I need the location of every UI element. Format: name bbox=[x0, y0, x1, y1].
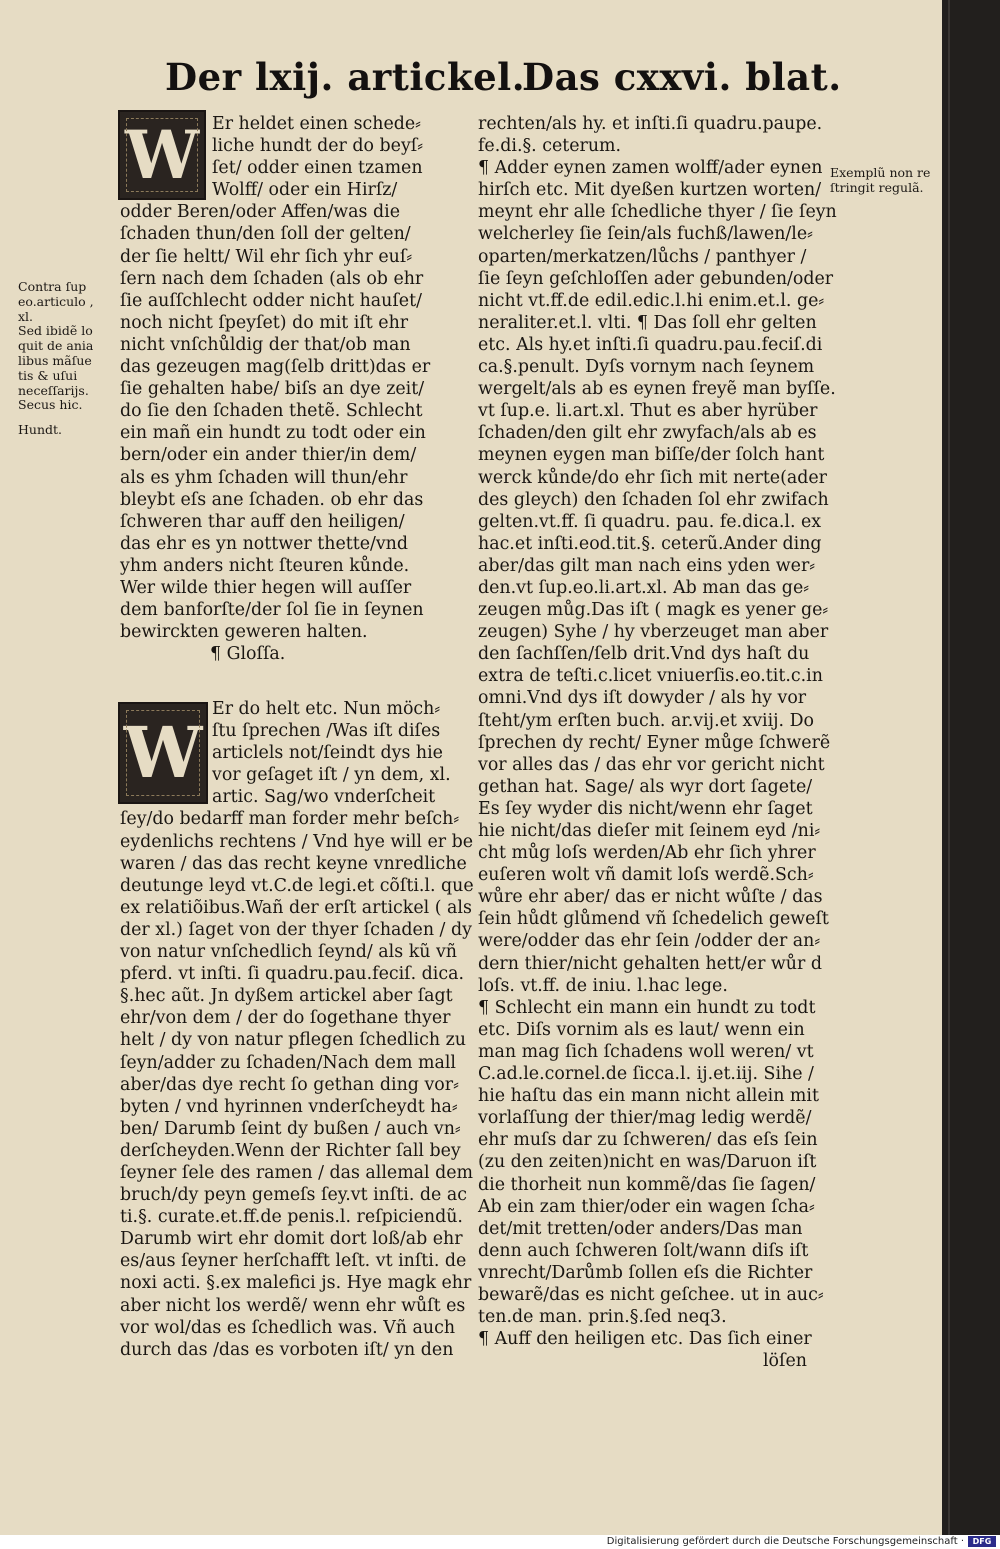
text-line: aber nicht los werdẽ/ wenn ehr wůſt es bbox=[120, 1295, 466, 1316]
text-line: bewirckten geweren halten. bbox=[120, 622, 368, 643]
text-line: ex relatiõibus.Wañ der erſt artickel ( als bbox=[120, 897, 472, 918]
text-line: man mag ſich ſchadens woll weren/ vt bbox=[478, 1041, 814, 1062]
margin-line: Contra ſup bbox=[18, 279, 87, 294]
text-line: bleybt eſs ane ſchaden. ob ehr das bbox=[120, 489, 424, 510]
text-line: bern/oder ein ander thier/in dem/ bbox=[120, 445, 417, 466]
text-line: artic. Sag/wo vnderſcheit bbox=[212, 787, 436, 808]
text-line: werck kůnde/do ehr ſich mit nerte(ader bbox=[478, 467, 827, 488]
left-column-article-text bbox=[120, 113, 465, 665]
text-line: aber/das dye recht ſo gethan ding vor⸗ bbox=[120, 1074, 459, 1095]
text-line: yhm anders nicht ſteuren kůnde. bbox=[120, 555, 410, 576]
text-line: die thorheit nun kommẽ/das ſie ſagen/ bbox=[478, 1174, 816, 1195]
text-line: etc. Als hy.et inſti.ſi quadru.pau.feciſ.di bbox=[478, 334, 823, 355]
decorated-initial-w: W bbox=[118, 110, 206, 200]
text-line: waren / das das recht keyne vnredliche bbox=[120, 853, 467, 874]
text-line: neraliter.et.l. vlti. ¶ Das ſoll ehr gelten bbox=[478, 312, 817, 333]
text-line: vor geſaget iſt / yn dem, xl. bbox=[212, 765, 451, 786]
margin-line: ſtringit regulã. bbox=[830, 180, 924, 195]
text-line: oparten/merkatzen/lůchs / panthyer / bbox=[478, 246, 807, 267]
dfg-logo: DFG bbox=[968, 1536, 996, 1547]
text-line: ſie ſeyn geſchloſſen ader gebunden/oder bbox=[478, 268, 834, 289]
right-marginal-note bbox=[830, 165, 950, 195]
text-line: fe.di.§. ceterum. bbox=[478, 136, 622, 157]
text-line: ſchaden/den gilt ehr zwyfach/als ab es bbox=[478, 423, 817, 444]
catchword: löſen bbox=[763, 1351, 807, 1372]
decorated-initial-w-glossa: W bbox=[118, 702, 208, 804]
text-line: den.vt ſup.eo.li.art.xl. Ab man das ge⸗ bbox=[478, 577, 810, 598]
text-line: Er do helt etc. Nun möch⸗ bbox=[212, 699, 441, 719]
text-line: Darumb wirt ehr domit dort loß/ab ehr bbox=[120, 1229, 463, 1250]
text-line: vorlaſſung der thier/mag ledig werdẽ/ bbox=[478, 1108, 812, 1129]
page-header-right: Das cxxvi. blat. bbox=[522, 55, 842, 99]
text-line: ſie gehalten habe/ biſs an dye zeit/ bbox=[120, 379, 425, 400]
text-line: dem banforſte/der ſol ſie in ſeynen bbox=[120, 600, 424, 621]
text-line: ten.de man. prin.§.ſed neq3. bbox=[478, 1307, 727, 1328]
text-line: do ſie den ſchaden thetẽ. Schlecht bbox=[120, 401, 423, 422]
text-line: loſs. vt.ff. de iniu. l.hac lege. bbox=[478, 975, 728, 996]
text-line: des gleych) den ſchaden ſol ehr zwifach bbox=[478, 489, 829, 510]
text-line: ſchweren thar auff den heiligen/ bbox=[120, 511, 405, 532]
text-line: rechten/als hy. et inſti.ſi quadru.paupe. bbox=[478, 114, 823, 134]
page-header-left: Der lxij. artickel. bbox=[165, 55, 526, 99]
text-line: ben/ Darumb ſeint dy bußen / auch vn⸗ bbox=[120, 1118, 461, 1139]
text-line: derſcheyden.Wenn der Richter ſall bey bbox=[120, 1140, 461, 1161]
text-line: ſchaden thun/den ſoll der gelten/ bbox=[120, 224, 411, 245]
margin-line: tis & uſui bbox=[18, 367, 78, 383]
text-line: hac.et inſti.eod.tit.§. ceterũ.Ander ding bbox=[478, 533, 822, 554]
text-line: omni.Vnd dys iſt dowyder / als hy vor bbox=[478, 688, 807, 709]
text-line: articlels not/ſeindt dys hie bbox=[212, 743, 443, 764]
text-line: als es yhm ſchaden will thun/ehr bbox=[120, 467, 408, 488]
text-line: ſeyn/adder zu ſchaden/Nach dem mall bbox=[120, 1052, 456, 1073]
text-line: Es ſey wyder dis nicht/wenn ehr ſaget bbox=[478, 798, 813, 819]
text-line: odder Beren/oder Affen/was die bbox=[120, 202, 400, 223]
text-line: byten / vnd hyrinnen vnderſcheydt ha⸗ bbox=[120, 1096, 458, 1117]
glossa-heading: ¶ Gloſſa. bbox=[210, 644, 286, 665]
text-line: welcherley ſie ſein/als fuchß/lawen/le⸗ bbox=[478, 224, 813, 245]
text-line: durch das /das es vorboten iſt/ yn den bbox=[120, 1339, 454, 1360]
text-line: Er heldet einen schede⸗ bbox=[212, 114, 421, 134]
text-line: bruch/dy peyn gemeſs ſey.vt inſti. de ac bbox=[120, 1185, 467, 1206]
text-line: were/odder das ehr ſein /odder der an⸗ bbox=[478, 931, 821, 952]
text-line: Wolff/ oder ein Hirſz/ bbox=[212, 180, 398, 201]
left-marginal-note bbox=[18, 280, 118, 438]
text-line: eydenlichs rechtens / Vnd hye will er be bbox=[120, 831, 474, 852]
text-line: es/aus ſeyner herſchafft leſt. vt inſti. de bbox=[120, 1251, 467, 1272]
text-line: ehr/von dem / der do ſogethane thyer bbox=[120, 1008, 451, 1029]
text-line: ca.§.penult. Dyſs vornym nach ſeynem bbox=[478, 357, 815, 378]
text-line: hie nicht/das dieſer mit ſeinem eyd /ni⸗ bbox=[478, 821, 821, 841]
text-line: (zu den zeiten)nicht en was/Daruon iſt bbox=[478, 1152, 817, 1173]
text-line: C.ad.le.cornel.de ſicca.l. ij.et.iij. Sihe / bbox=[478, 1064, 814, 1085]
text-line: der ſie heltt/ Wil ehr ſich yhr euſ⸗ bbox=[120, 246, 413, 267]
margin-keyword: Hundt. bbox=[18, 422, 63, 438]
text-line: ¶ Adder eynen zamen wolff/ader eynen bbox=[478, 158, 823, 179]
text-line: vor alles das / das ehr vor gericht nicht bbox=[478, 754, 825, 775]
text-line: den ſachſſen/ſelb drit.Vnd dys haſt du bbox=[478, 644, 810, 665]
text-line: zeugen můg.Das iſt ( magk es yener ge⸗ bbox=[478, 600, 829, 621]
text-line: noxi acti. §.ex malefici js. Hye magk ehr bbox=[120, 1273, 472, 1294]
text-line: hirſch etc. Mit dyeßen kurtzen worten/ bbox=[478, 180, 822, 201]
text-line: aber/das gilt man nach eins yden wer⸗ bbox=[478, 555, 816, 576]
text-line: etc. Diſs vornim als es laut/ wenn ein bbox=[478, 1019, 805, 1040]
text-line: meynen eygen man biſſe/der ſolch hant bbox=[478, 445, 825, 466]
margin-line: Secus hic. bbox=[18, 397, 83, 413]
digitization-footer bbox=[0, 1535, 1000, 1549]
text-line: gelten.vt.ff. ſi quadru. pau. fe.dica.l. ex bbox=[478, 511, 822, 532]
text-line: pferd. vt inſti. ſi quadru.pau.feciſ. dica. bbox=[120, 964, 464, 985]
text-line: das gezeugen mag(ſelb dritt)das er bbox=[120, 357, 431, 378]
text-line: das ehr es yn nottwer thette/vnd bbox=[120, 533, 409, 554]
funding-credit: Digitalisierung gefördert durch die Deutsche Forschungsgemeinschaft · bbox=[606, 1536, 964, 1547]
text-line: ¶ Schlecht ein mann ein hundt zu todt bbox=[478, 997, 816, 1018]
text-line: gethan hat. Sage/ als wyr dort ſagete/ bbox=[478, 776, 813, 797]
text-line: ſie auſſchlecht odder nicht hauſet/ bbox=[120, 290, 422, 311]
text-line: bewarẽ/das es nicht geſchee. ut in auc⸗ bbox=[478, 1284, 824, 1305]
text-line: euſeren wolt vñ damit loſs werdẽ.Sch⸗ bbox=[478, 865, 814, 886]
scan-border bbox=[942, 0, 1000, 1535]
text-line: ſeyner ſele des ramen / das allemal dem bbox=[120, 1162, 474, 1183]
right-column-commentary bbox=[478, 113, 837, 1372]
text-line: ¶ Auff den heiligen etc. Das ſich einer bbox=[478, 1329, 812, 1350]
text-line: ſern nach dem ſchaden (als ob ehr bbox=[120, 268, 424, 289]
text-line: nicht vt.ff.de edil.edic.l.hi enim.et.l. ge⸗ bbox=[478, 290, 825, 311]
margin-line: quit de ania bbox=[18, 338, 94, 354]
margin-line: neceſſarijs. bbox=[18, 382, 89, 398]
text-line: ti.§. curate.et.ff.de penis.l. reſpiciendũ. bbox=[120, 1207, 463, 1228]
text-line: ſey/do bedarff man forder mehr beſch⸗ bbox=[120, 809, 460, 830]
left-column-glossa-text bbox=[120, 698, 474, 1361]
text-line: cht můg loſs werden/Ab ehr ſich yhrer bbox=[478, 843, 816, 864]
text-line: denn auch ſchweren ſolt/wann diſs iſt bbox=[478, 1240, 809, 1261]
text-line: ehr muſs dar zu ſchweren/ das eſs ſein bbox=[478, 1130, 818, 1151]
text-line: der xl.) ſaget von der thyer ſchaden / dy bbox=[120, 919, 472, 940]
text-line: ſtu ſprechen /Was iſt diſes bbox=[212, 721, 441, 742]
text-line: ſet/ odder einen tzamen bbox=[212, 158, 423, 179]
text-line: wůre ehr aber/ das er nicht wůſte / das bbox=[478, 887, 823, 908]
margin-line: eo.articulo , bbox=[18, 293, 94, 309]
margin-line: Exemplũ non re bbox=[830, 165, 931, 180]
text-line: deutunge leyd vt.C.de legi.et cõſti.l. que bbox=[120, 875, 474, 896]
text-line: liche hundt der do beyſ⸗ bbox=[212, 136, 424, 157]
text-line: helt / dy von natur pflegen ſchedlich zu bbox=[120, 1030, 466, 1051]
text-line: ein mañ ein hundt zu todt oder ein bbox=[120, 423, 426, 444]
text-line: noch nicht ſpeyſet) do mit iſt ehr bbox=[120, 312, 409, 333]
margin-line: xl. bbox=[18, 308, 34, 324]
text-line: vor wol/das es ſchedlich was. Vñ auch bbox=[120, 1317, 456, 1338]
text-line: §.hec aũt. Jn dyßem artickel aber ſagt bbox=[120, 986, 453, 1007]
margin-line: libus mãſue bbox=[18, 352, 92, 368]
text-line: nicht vnſchůldig der that/ob man bbox=[120, 334, 411, 355]
text-line: hie haſtu das ein mann nicht allein mit bbox=[478, 1086, 819, 1107]
text-line: Wer wilde thier hegen will auſſer bbox=[120, 577, 412, 598]
text-line: det/mit tretten/oder anders/Das man bbox=[478, 1218, 803, 1239]
text-line: von natur vnſchedlich ſeynd/ als kũ vñ bbox=[120, 942, 457, 963]
text-line: dern thier/nicht gehalten hett/er wůr d bbox=[478, 953, 822, 974]
text-line: meynt ehr alle ſchedliche thyer / ſie ſeyn bbox=[478, 202, 837, 223]
text-line: vnrecht/Darůmb ſollen eſs die Richter bbox=[478, 1262, 813, 1283]
text-line: vt ſup.e. li.art.xl. Thut es aber hyrüber bbox=[478, 401, 818, 422]
text-line: ſteht/ym erſten buch. ar.vij.et xviij. Do bbox=[478, 710, 815, 731]
text-line: zeugen) Syhe / hy vberzeuget man aber bbox=[478, 622, 829, 643]
text-line: wergelt/als ab es eynen freyẽ man byſſe. bbox=[478, 379, 836, 400]
text-line: Ab ein zam thier/oder ein wagen ſcha⸗ bbox=[478, 1196, 815, 1217]
text-line: ſein hůdt glůmend vñ ſchedelich geweſt bbox=[478, 909, 829, 930]
text-line: ſprechen dy recht/ Eyner můge ſchwerẽ bbox=[478, 732, 831, 753]
margin-line: Sed ibidẽ lo bbox=[18, 323, 93, 339]
text-line: extra de teſti.c.licet vniuerſis.eo.tit.c.in bbox=[478, 666, 823, 687]
